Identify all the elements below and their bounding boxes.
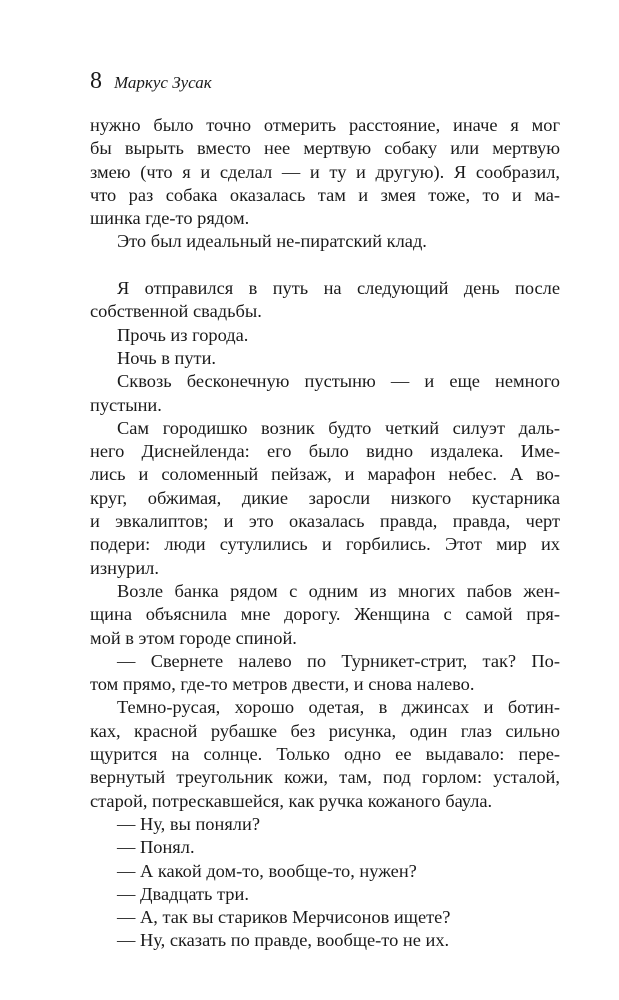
text-line: Сквозь бесконечную пустыню — и еще немного [117,371,560,392]
text-line: собственной свадьбы. [90,301,262,322]
text-line: — А какой дом-то, вообще-то, нужен? [117,860,417,881]
text-line: изнурил. [90,557,159,578]
text-line: Возле банка рядом с одним из многих пабов жен- [117,580,560,601]
text-line: шинка где-то рядом. [90,208,250,229]
page-header [90,68,212,95]
text-line: щина объяснила мне дорогу. Женщина с самой пря- [90,604,560,625]
text-line: Прочь из города. [117,324,249,345]
text-line: том прямо, где-то метров двести, и снова налево. [90,674,475,695]
text-line: старой, потрескавшейся, как ручка кожаного баула. [90,790,493,811]
text-line: — Ну, сказать по правде, вообще-то не их. [117,930,450,951]
text-line: лись и соломенный пейзаж, и марафон небес. А во- [90,464,560,485]
text-line: — Понял. [117,837,195,858]
text-line: Я отправился в путь на следующий день после [117,278,560,299]
text-line: змею (что я и сделал — и ту и другую). Я сообразил, [90,161,560,182]
text-line: — Двадцать три. [117,883,249,904]
text-line: вернутый треугольник кожи, там, под горлом: усталой, [90,767,560,788]
running-head-author: Маркус Зусак [114,73,212,92]
text-line: ках, красной рубашке без рисунка, один глаз сильно [90,720,560,741]
body-text [90,114,560,953]
text-line: нужно было точно отмерить расстояние, иначе я мог [90,115,560,135]
text-line: щурится на солнце. Только одно ее выдавало: пере- [90,744,560,765]
text-line: бы вырыть вместо нее мертвую собаку или мертвую [90,138,560,159]
text-line: Ночь в пути. [117,347,217,368]
text-line: круг, обжимая, дикие заросли низкого кустарника [90,487,560,508]
text-line: — Свернете налево по Турникет-стрит, так? По- [117,650,560,671]
text-line: — А, так вы стариков Мерчисонов ищете? [117,907,451,928]
page-number: 8 [90,68,102,94]
text-line: подери: люди сутулились и горбились. Этот мир их [90,534,560,555]
section-break [90,254,560,277]
text-line: мой в этом городе спиной. [90,627,297,648]
text-line: Темно-русая, хорошо одетая, в джинсах и ботин- [117,697,560,718]
text-line: Это был идеальный не-пиратский клад. [117,231,427,252]
text-line: пустыни. [90,394,162,415]
text-line: него Диснейленда: его было видно издалека. Име- [90,441,560,462]
text-line: и эвкалиптов; и это оказалась правда, правда, черт [90,511,560,532]
text-line: что раз собака оказалась там и змея тоже, то и ма- [90,184,560,205]
text-line: Сам городишко возник будто четкий силуэт даль- [117,417,560,438]
text-line: — Ну, вы поняли? [117,813,260,834]
